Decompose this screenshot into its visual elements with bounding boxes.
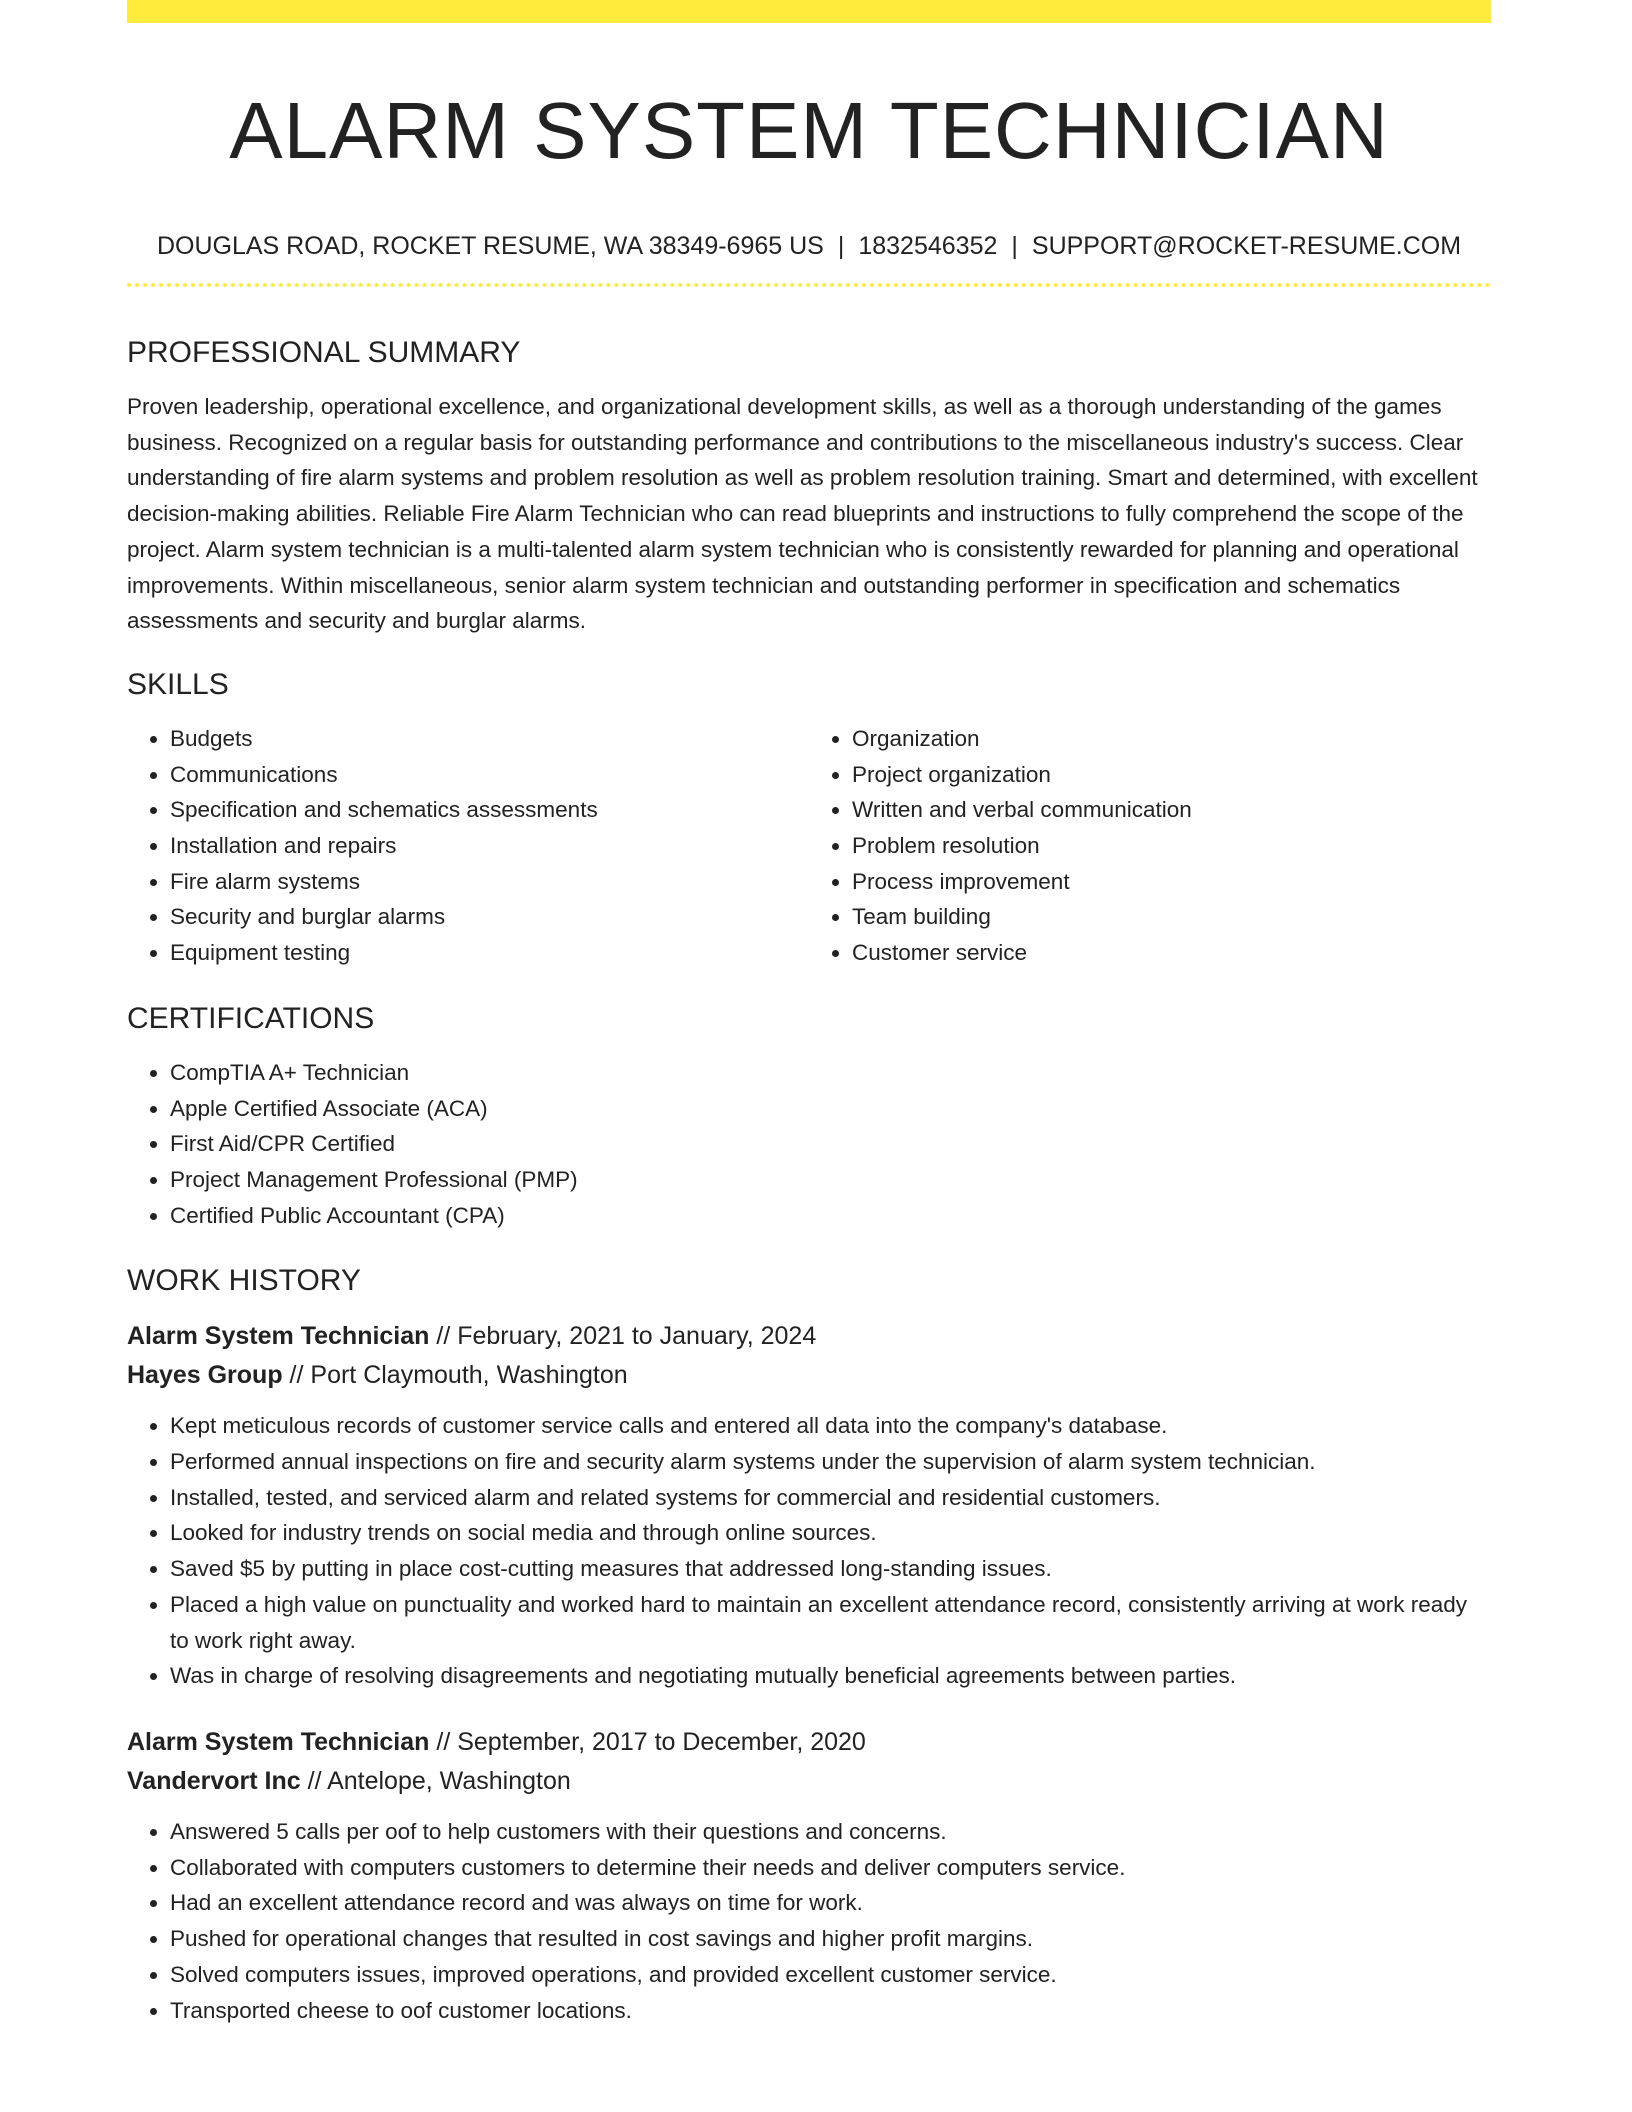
skill-item: • Written and verbal communication: [852, 792, 1491, 828]
work-history-heading: WORK HISTORY: [127, 1264, 361, 1298]
certification-item: • Project Management Professional (PMP): [170, 1162, 1491, 1198]
skills-columns: [127, 721, 1491, 971]
phone: 1832546352: [858, 232, 998, 260]
job-bullets: [127, 1408, 1491, 1694]
job-bullets: [127, 1814, 1491, 2028]
certifications-heading: CERTIFICATIONS: [127, 1001, 375, 1035]
job-company-line: [127, 1762, 1491, 1801]
job-title-line: [127, 1317, 1491, 1356]
skill-item: • Equipment testing: [170, 935, 809, 971]
job-location: // Port Claymouth, Washington: [282, 1361, 628, 1390]
certification-item: • Apple Certified Associate (ACA): [170, 1091, 1491, 1127]
job-dates: // September, 2017 to December, 2020: [429, 1727, 866, 1756]
job-bullet: • Placed a high value on punctuality and worked hard to maintain an excellent attendance record, consistently arriving at work ready to work right away.: [170, 1587, 1491, 1658]
skill-item: • Fire alarm systems: [170, 864, 809, 900]
certifications-list: [127, 1055, 1491, 1234]
skills-heading: SKILLS: [127, 667, 229, 701]
dotted-divider: [127, 283, 1491, 287]
skill-item: • Project organization: [852, 757, 1491, 793]
summary-heading: PROFESSIONAL SUMMARY: [127, 336, 521, 369]
summary-text: Proven leadership, operational excellence, and organizational development skills, as well as a thorough understanding of the games business. Recognized on a regular basis for outstanding performance and contributions to the miscellaneous industry's success. Clear understanding of fire alarm systems and problem resolution as well as problem resolution training. Smart and determined, with excellent decision-making abilities. Reliable Fire Alarm Technician who can read blueprints and instructions to fully comprehend the scope of the project. Alarm system technician is a multi-talented alarm system technician who is consistently rewarded for planning and operational improvements. Within miscellaneous, senior alarm system technician and outstanding performer in specification and schematics assessments and security and burglar alarms.: [127, 394, 1478, 634]
address: DOUGLAS ROAD, ROCKET RESUME, WA 38349-6965 US: [156, 232, 824, 260]
contact-line: [127, 229, 1491, 263]
skill-item: • Process improvement: [852, 864, 1491, 900]
contact-separator: |: [1011, 232, 1018, 260]
certification-item: • CompTIA A+ Technician: [170, 1055, 1491, 1091]
skill-item: • Budgets: [170, 721, 809, 757]
accent-bar: [127, 0, 1491, 23]
resume-page: [127, 0, 1491, 2028]
contact-separator: |: [837, 232, 845, 260]
skills-list-right: [809, 721, 1491, 971]
skill-item: • Security and burglar alarms: [170, 899, 809, 935]
job-bullet: • Had an excellent attendance record and was always on time for work.: [170, 1885, 1491, 1921]
job-bullet: • Pushed for operational changes that resulted in cost savings and higher profit margins.: [170, 1921, 1491, 1957]
job-bullet: • Saved $5 by putting in place cost-cutting measures that addressed long-standing issues.: [170, 1551, 1491, 1587]
job-title: Alarm System Technician: [127, 1727, 430, 1756]
job-bullet: • Collaborated with computers customers to determine their needs and deliver computers service.: [170, 1850, 1491, 1886]
job-company: Hayes Group: [127, 1361, 283, 1390]
job-title-line: [127, 1723, 1491, 1762]
skill-item: • Installation and repairs: [170, 828, 809, 864]
job-bullet: • Answered 5 calls per oof to help customers with their questions and concerns.: [170, 1814, 1491, 1850]
skill-item: • Team building: [852, 899, 1491, 935]
job-bullet: • Was in charge of resolving disagreements and negotiating mutually beneficial agreements between parties.: [170, 1658, 1491, 1694]
job-bullet: • Transported cheese to oof customer locations.: [170, 1993, 1491, 2029]
job-company-line: [127, 1356, 1491, 1395]
skill-item: • Specification and schematics assessments: [170, 792, 809, 828]
job-location: // Antelope, Washington: [300, 1766, 571, 1795]
job-title: Alarm System Technician: [127, 1322, 430, 1351]
certification-item: • First Aid/CPR Certified: [170, 1126, 1491, 1162]
job-bullet: • Looked for industry trends on social media and through online sources.: [170, 1515, 1491, 1551]
job-entry: [127, 1317, 1491, 1694]
skill-item: • Communications: [170, 757, 809, 793]
skill-item: • Problem resolution: [852, 828, 1491, 864]
job-bullet: • Kept meticulous records of customer service calls and entered all data into the company's database.: [170, 1408, 1491, 1444]
certification-item: • Certified Public Accountant (CPA): [170, 1198, 1491, 1234]
email-link[interactable]: SUPPORT@ROCKET-RESUME.COM: [1031, 232, 1462, 260]
job-bullet: • Solved computers issues, improved operations, and provided excellent customer service.: [170, 1957, 1491, 1993]
skills-list-left: [127, 721, 809, 971]
page-title: ALARM SYSTEM TECHNICIAN: [229, 86, 1389, 175]
job-dates: // February, 2021 to January, 2024: [429, 1322, 817, 1351]
skill-item: • Customer service: [852, 935, 1491, 971]
job-bullet: • Performed annual inspections on fire and security alarm systems under the supervision of alarm system technician.: [170, 1444, 1491, 1480]
skill-item: • Organization: [852, 721, 1491, 757]
job-company: Vandervort Inc: [127, 1766, 301, 1795]
job-entry: [127, 1723, 1491, 2028]
job-bullet: • Installed, tested, and serviced alarm and related systems for commercial and residential customers.: [170, 1480, 1491, 1516]
